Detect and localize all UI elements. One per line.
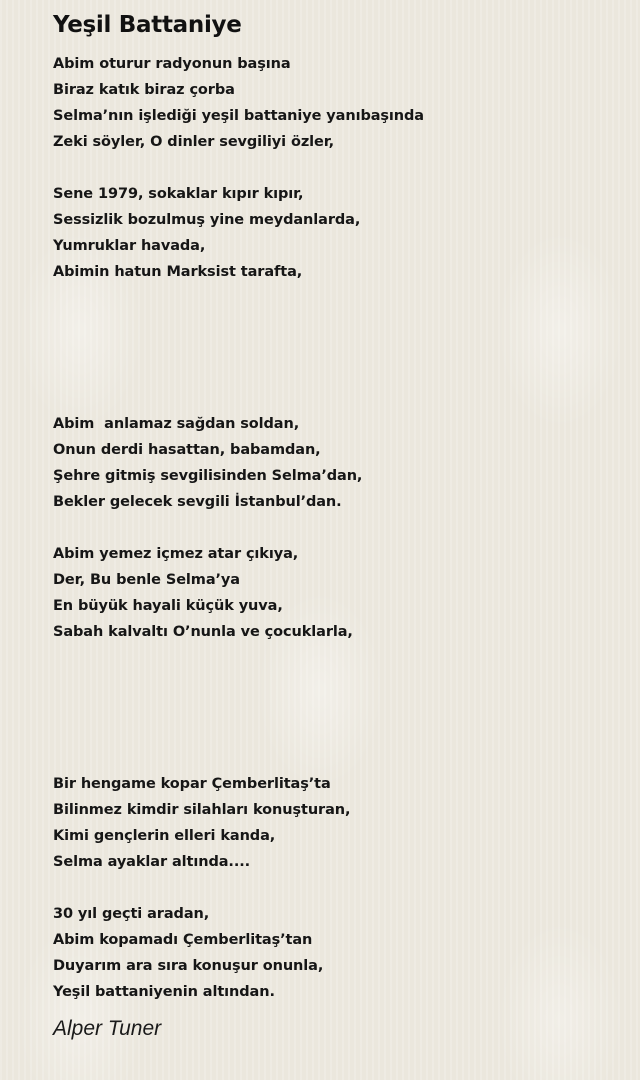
poem-line: Şehre gitmiş sevgilisinden Selma’dan,: [53, 468, 363, 484]
poem-line: Yeşil battaniyenin altından.: [53, 984, 275, 1000]
poem-line: Abim anlamaz sağdan soldan,: [53, 416, 300, 432]
poem-line: Abimin hatun Marksist tarafta,: [53, 264, 303, 280]
poem-line: Sabah kalvaltı O’nunla ve çocuklarla,: [53, 624, 353, 640]
poem-line: Abim oturur radyonun başına: [53, 56, 291, 72]
poem-line: Onun derdi hasattan, babamdan,: [53, 442, 321, 458]
poem-line: Bir hengame kopar Çemberlitaş’ta: [53, 776, 331, 792]
stanza-1: [53, 51, 613, 155]
poem-author: Alper Tuner: [53, 1017, 162, 1040]
poem-line: Bekler gelecek sevgili İstanbul’dan.: [53, 494, 342, 510]
stanza-5: [53, 771, 613, 875]
poem-line: En büyük hayali küçük yuva,: [53, 598, 283, 614]
poem-line: Sene 1979, sokaklar kıpır kıpır,: [53, 186, 304, 202]
stanza-3: [53, 411, 613, 515]
poem-title: Yeşil Battaniye: [53, 12, 242, 38]
poem-line: Abim yemez içmez atar çıkıya,: [53, 546, 299, 562]
poem-line: Kimi gençlerin elleri kanda,: [53, 828, 276, 844]
poem-line: Yumruklar havada,: [53, 238, 206, 254]
poem-line: Biraz katık biraz çorba: [53, 82, 235, 98]
stanza-6: [53, 901, 613, 1005]
poem-line: Duyarım ara sıra konuşur onunla,: [53, 958, 324, 974]
poem-line: Zeki söyler, O dinler sevgiliyi özler,: [53, 134, 335, 150]
poem-line: 30 yıl geçti aradan,: [53, 906, 210, 922]
stanza-2: [53, 181, 613, 285]
poem-line: Sessizlik bozulmuş yine meydanlarda,: [53, 212, 361, 228]
poem-line: Selma ayaklar altında....: [53, 854, 251, 870]
poem-line: Bilinmez kimdir silahları konuşturan,: [53, 802, 351, 818]
stanza-4: [53, 541, 613, 645]
poem-line: Der, Bu benle Selma’ya: [53, 572, 240, 588]
poem-line: Abim kopamadı Çemberlitaş’tan: [53, 932, 313, 948]
poem-line: Selma’nın işlediği yeşil battaniye yanıbaşında: [53, 108, 424, 124]
